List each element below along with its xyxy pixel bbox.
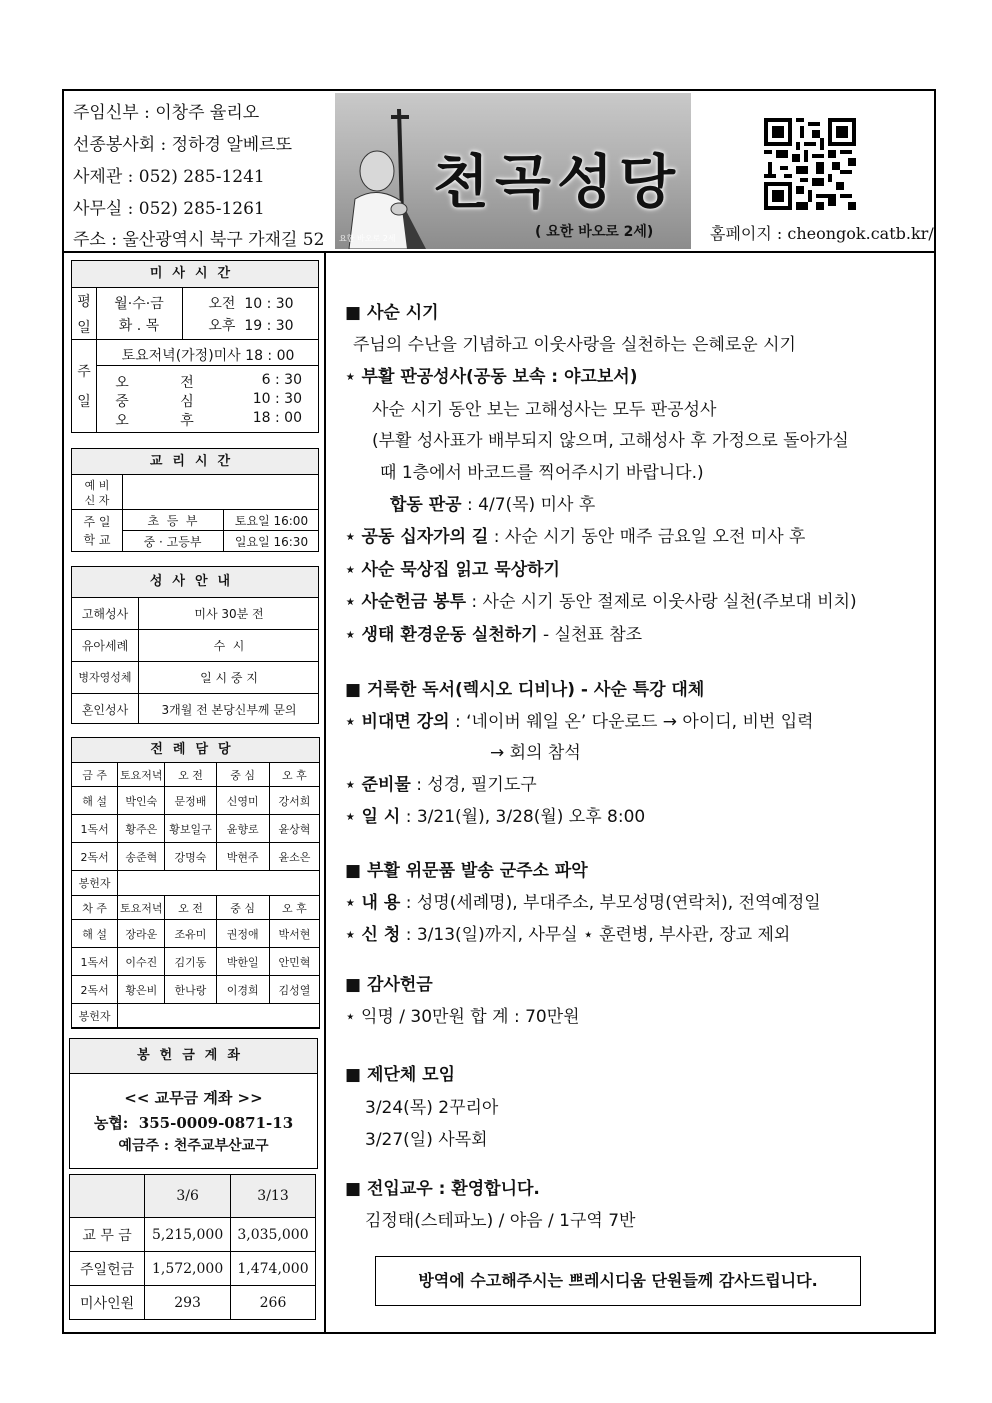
pre-label-2: 신 자 xyxy=(84,494,110,507)
weekday-time-2: 오후 19 : 30 xyxy=(208,318,294,334)
catechism-title: 교리시간 xyxy=(72,449,318,475)
stations-text: : 사순 시기 동안 매주 금요일 오전 미사 후 xyxy=(488,527,806,547)
table-cell: 조유미 xyxy=(165,920,216,948)
table-cell xyxy=(118,1004,320,1029)
meeting-line-1: 3/24(목) 2꾸리아 xyxy=(365,1098,499,1118)
table-cell: 토요저녁 xyxy=(118,896,165,920)
mass-times-box xyxy=(71,260,319,433)
account-holder: 예금주 : 천주교부산교구 xyxy=(118,1138,269,1154)
table-cell: 해 설 xyxy=(72,787,118,815)
section-lent-title: ■ 사순 시기 xyxy=(345,303,439,323)
table-cell: 1독서 xyxy=(72,948,118,976)
table-cell: 강명숙 xyxy=(165,843,216,871)
liturgy-title: 전례담당 xyxy=(72,738,319,763)
table-cell: 1독서 xyxy=(72,815,118,843)
meeting-line-2: 3/27(일) 사목회 xyxy=(365,1130,488,1150)
weekday-time-1: 오전 10 : 30 xyxy=(208,296,294,312)
lent-confession-line-2: (부활 성사표가 배부되지 않으며, 고해성사 후 가정으로 돌아가실 xyxy=(372,431,849,451)
sacrament-2-value: 수 시 xyxy=(213,639,245,653)
table-row xyxy=(70,1175,316,1218)
sunday-label-2: 일 xyxy=(77,394,91,410)
table-cell: 박서현 xyxy=(269,920,319,948)
header-divider xyxy=(62,251,936,253)
section-meetings-title: ■ 제단체 모임 xyxy=(345,1065,456,1085)
table-cell: 오 후 xyxy=(269,763,319,787)
table-row xyxy=(72,815,320,843)
sunday-row-3-a: 오 xyxy=(115,413,129,429)
newcomer-line: 김정태(스테파노) / 야음 / 1구역 7반 xyxy=(365,1211,636,1231)
offering-text: : 사순 시기 동안 절제로 이웃사랑 실천(주보대 비치) xyxy=(466,592,857,612)
table-cell: 송준혁 xyxy=(118,843,165,871)
schedule-text: : 3/21(월), 3/28(월) 오후 8:00 xyxy=(400,807,646,827)
table-cell: 박한일 xyxy=(216,948,269,976)
lent-bullet-eco xyxy=(345,620,642,645)
table-cell: 김성열 xyxy=(269,976,319,1004)
table-cell: 토요저녁 xyxy=(118,763,165,787)
table-cell: 2독서 xyxy=(72,843,118,871)
table-cell: 박현주 xyxy=(216,843,269,871)
lent-joint-confession xyxy=(390,490,595,515)
lectio-bullet-materials xyxy=(345,770,537,795)
eco-label: ⋆ 생태 환경운동 실천하기 xyxy=(345,625,538,645)
sacrament-1-name: 고해성사 xyxy=(81,607,129,621)
saturday-mass: 토요저녁(가정)미사 18 : 00 xyxy=(121,348,295,364)
military-apply-text: : 3/13(일)까지, 사무실 ⋆ 훈련병, 부사관, 장교 제외 xyxy=(400,925,791,945)
online-text: : ‘네이버 웨일 온’ 다운로드 → 아이디, 비번 입력 xyxy=(449,712,814,732)
eco-text: - 실천표 참조 xyxy=(537,625,643,645)
section-newcomers-title: ■ 전입교우 : 환영합니다. xyxy=(345,1179,540,1199)
table-row xyxy=(72,871,320,896)
photo-caption: 요한 바오로 2세 xyxy=(339,234,396,243)
materials-label: ⋆ 준비물 xyxy=(345,775,411,795)
table-row xyxy=(70,1286,316,1320)
lent-description: 주님의 수난을 기념하고 이웃사랑을 실천하는 은혜로운 시기 xyxy=(353,335,796,355)
table-cell: 이경희 xyxy=(216,976,269,1004)
table-cell: 황보일구 xyxy=(165,815,216,843)
lectio-online-line-2: → 회의 참석 xyxy=(490,743,581,763)
server-label: 봉헌자 xyxy=(72,871,118,896)
weekday-label-2: 일 xyxy=(77,320,91,336)
weekday-days-2: 화 . 목 xyxy=(118,318,160,334)
section-thanksgiving-title: ■ 감사헌금 xyxy=(345,975,433,995)
lent-bullet-offering xyxy=(345,587,857,612)
table-cell: 오 후 xyxy=(269,896,319,920)
military-content-label: ⋆ 내 용 xyxy=(345,893,401,913)
joint-confession-label: 합동 판공 xyxy=(390,495,462,515)
sunday-row-1-b: 전 xyxy=(180,375,194,391)
rectory-phone: 사제관 : 052) 285-1241 xyxy=(73,167,265,187)
table-cell: 오 전 xyxy=(165,763,216,787)
table-cell: 3/6 xyxy=(145,1175,231,1218)
schedule-label: ⋆ 일 시 xyxy=(345,807,401,827)
liturgy-this-week-table xyxy=(71,762,320,1029)
sacrament-2-name: 유아세례 xyxy=(81,639,129,653)
lent-bullet-confession: ⋆ 부활 판공성사(공동 보속 : 야고보서) xyxy=(345,367,638,387)
account-number: 농협: 355-0009-0871-13 xyxy=(93,1114,294,1132)
lent-bullet-stations xyxy=(345,522,805,547)
table-cell: 금 주 xyxy=(72,763,118,787)
table-cell: 교 무 금 xyxy=(70,1218,145,1252)
table-cell: 1,572,000 xyxy=(145,1252,231,1286)
stations-label: ⋆ 공동 십자가의 길 xyxy=(345,527,489,547)
military-apply-label: ⋆ 신 청 xyxy=(345,925,401,945)
pastor-line: 주임신부 : 이창주 율리오 xyxy=(73,103,260,123)
server-label: 봉헌자 xyxy=(72,1004,118,1029)
address-line: 주소 : 울산광역시 북구 가재길 52 xyxy=(73,230,325,250)
table-row xyxy=(72,948,320,976)
pre-label-1: 예 비 xyxy=(84,479,110,492)
lectio-bullet-online xyxy=(345,707,814,732)
homepage-link[interactable]: 홈페이지 : cheongok.catb.kr/ xyxy=(710,224,934,243)
sacrament-1-value: 미사 30분 전 xyxy=(194,607,264,621)
table-row xyxy=(70,1252,316,1286)
table-cell: 안민혁 xyxy=(269,948,319,976)
joint-confession-text: : 4/7(목) 미사 후 xyxy=(461,495,596,515)
account-box xyxy=(69,1038,318,1169)
sunday-row-3-time: 18 : 00 xyxy=(252,410,302,426)
table-cell: 차 주 xyxy=(72,896,118,920)
account-title: 봉헌금계좌 xyxy=(70,1039,317,1074)
catechism-box xyxy=(71,448,319,552)
mass-times-title: 미사시간 xyxy=(72,261,318,288)
sacrament-3-value: 일 시 중 지 xyxy=(200,671,258,685)
table-cell: 오 전 xyxy=(165,896,216,920)
sacrament-3-name: 병자영성체 xyxy=(78,671,132,684)
table-row xyxy=(72,843,320,871)
table-row xyxy=(72,787,320,815)
table-row xyxy=(70,1218,316,1252)
table-cell: 장라운 xyxy=(118,920,165,948)
office-phone: 사무실 : 052) 285-1261 xyxy=(73,199,265,219)
table-cell: 3/13 xyxy=(231,1175,316,1218)
sunday-row-1-time: 6 : 30 xyxy=(261,372,302,388)
table-cell: 중 심 xyxy=(216,763,269,787)
table-cell xyxy=(118,871,320,896)
table-cell: 윤상혁 xyxy=(269,815,319,843)
sacrament-4-value: 3개월 전 본당신부께 문의 xyxy=(161,703,297,717)
table-cell: 권정애 xyxy=(216,920,269,948)
lent-confession-line-1: 사순 시기 동안 보는 고해성사는 모두 판공성사 xyxy=(372,400,717,420)
table-cell: 윤향로 xyxy=(216,815,269,843)
lent-bullet-meditation: ⋆ 사순 묵상집 읽고 묵상하기 xyxy=(345,560,560,580)
table-cell: 황은비 xyxy=(118,976,165,1004)
table-cell: 문정배 xyxy=(165,787,216,815)
sunday-row-2-time: 10 : 30 xyxy=(252,391,302,407)
military-bullet-content xyxy=(345,888,821,913)
thanksgiving-line: ⋆ 익명 / 30만원 합 계 : 70만원 xyxy=(345,1007,580,1027)
sunday-row-2-b: 심 xyxy=(180,394,194,410)
table-cell: 미사인원 xyxy=(70,1286,145,1320)
table-cell: 해 설 xyxy=(72,920,118,948)
assistant-line: 선종봉사회 : 정하경 알베르또 xyxy=(73,135,293,155)
table-row xyxy=(72,976,320,1004)
finance-table xyxy=(69,1174,316,1320)
church-name: 천곡성당 xyxy=(432,148,682,216)
table-cell: 한나랑 xyxy=(165,976,216,1004)
liturgy-box xyxy=(71,737,320,1028)
school-label-2: 학 교 xyxy=(83,533,111,547)
table-cell: 2독서 xyxy=(72,976,118,1004)
weekday-days-1: 월·수·금 xyxy=(114,296,164,312)
catechism-grade-2: 중 · 고등부 xyxy=(143,535,202,549)
table-cell: 박인숙 xyxy=(118,787,165,815)
table-cell xyxy=(70,1175,145,1218)
section-military-title: ■ 부활 위문품 발송 군주소 파악 xyxy=(345,861,588,881)
pope-portrait-image xyxy=(341,109,431,249)
catechism-grade-1: 초 등 부 xyxy=(147,514,198,528)
table-cell: 3,035,000 xyxy=(231,1218,316,1252)
table-cell: 중 심 xyxy=(216,896,269,920)
sunday-row-3-b: 후 xyxy=(180,413,194,429)
catechism-time-2: 일요일 16:30 xyxy=(234,535,309,549)
sunday-row-1-a: 오 xyxy=(115,375,129,391)
sacrament-4-name: 혼인성사 xyxy=(81,703,129,717)
offering-label: ⋆ 사순헌금 봉투 xyxy=(345,592,467,612)
account-heading: << 교무금 계좌 >> xyxy=(124,1089,263,1107)
school-label-1: 주 일 xyxy=(83,515,111,529)
table-row xyxy=(72,1004,320,1029)
table-cell: 1,474,000 xyxy=(231,1252,316,1286)
table-cell: 김기동 xyxy=(165,948,216,976)
table-cell: 윤소은 xyxy=(269,843,319,871)
sunday-row-2-a: 중 xyxy=(115,394,129,410)
sacraments-box xyxy=(71,566,319,724)
qr-code-icon[interactable] xyxy=(764,118,856,210)
table-cell: 신영미 xyxy=(216,787,269,815)
notice-box: 방역에 수고해주시는 쁘레시디움 단원들께 감사드립니다. xyxy=(375,1256,861,1306)
patron-label: ( 요한 바오로 2세) xyxy=(535,224,654,240)
table-cell: 5,215,000 xyxy=(145,1218,231,1252)
table-row xyxy=(72,896,320,920)
military-bullet-apply xyxy=(345,920,790,945)
section-lectio-title: ■ 거룩한 독서(렉시오 디비나) - 사순 특강 대체 xyxy=(345,680,705,700)
table-cell: 293 xyxy=(145,1286,231,1320)
church-banner xyxy=(335,93,691,249)
table-row xyxy=(72,763,320,787)
column-divider xyxy=(324,251,326,1334)
sacraments-title: 성사안내 xyxy=(72,567,318,598)
table-cell: 주일헌금 xyxy=(70,1252,145,1286)
sunday-label-1: 주 xyxy=(77,364,91,380)
catechism-time-1: 토요일 16:00 xyxy=(234,514,309,528)
online-label: ⋆ 비대면 강의 xyxy=(345,712,450,732)
lectio-bullet-schedule xyxy=(345,802,645,827)
table-row xyxy=(72,920,320,948)
table-cell: 강서희 xyxy=(269,787,319,815)
table-cell: 266 xyxy=(231,1286,316,1320)
table-cell: 이수진 xyxy=(118,948,165,976)
lent-confession-line-3: 때 1층에서 바코드를 찍어주시기 바랍니다.) xyxy=(380,463,704,483)
table-cell: 황주은 xyxy=(118,815,165,843)
military-content-text: : 성명(세례명), 부대주소, 부모성명(연락처), 전역예정일 xyxy=(400,893,821,913)
weekday-label-1: 평 xyxy=(77,294,91,310)
materials-text: : 성경, 필기도구 xyxy=(410,775,537,795)
